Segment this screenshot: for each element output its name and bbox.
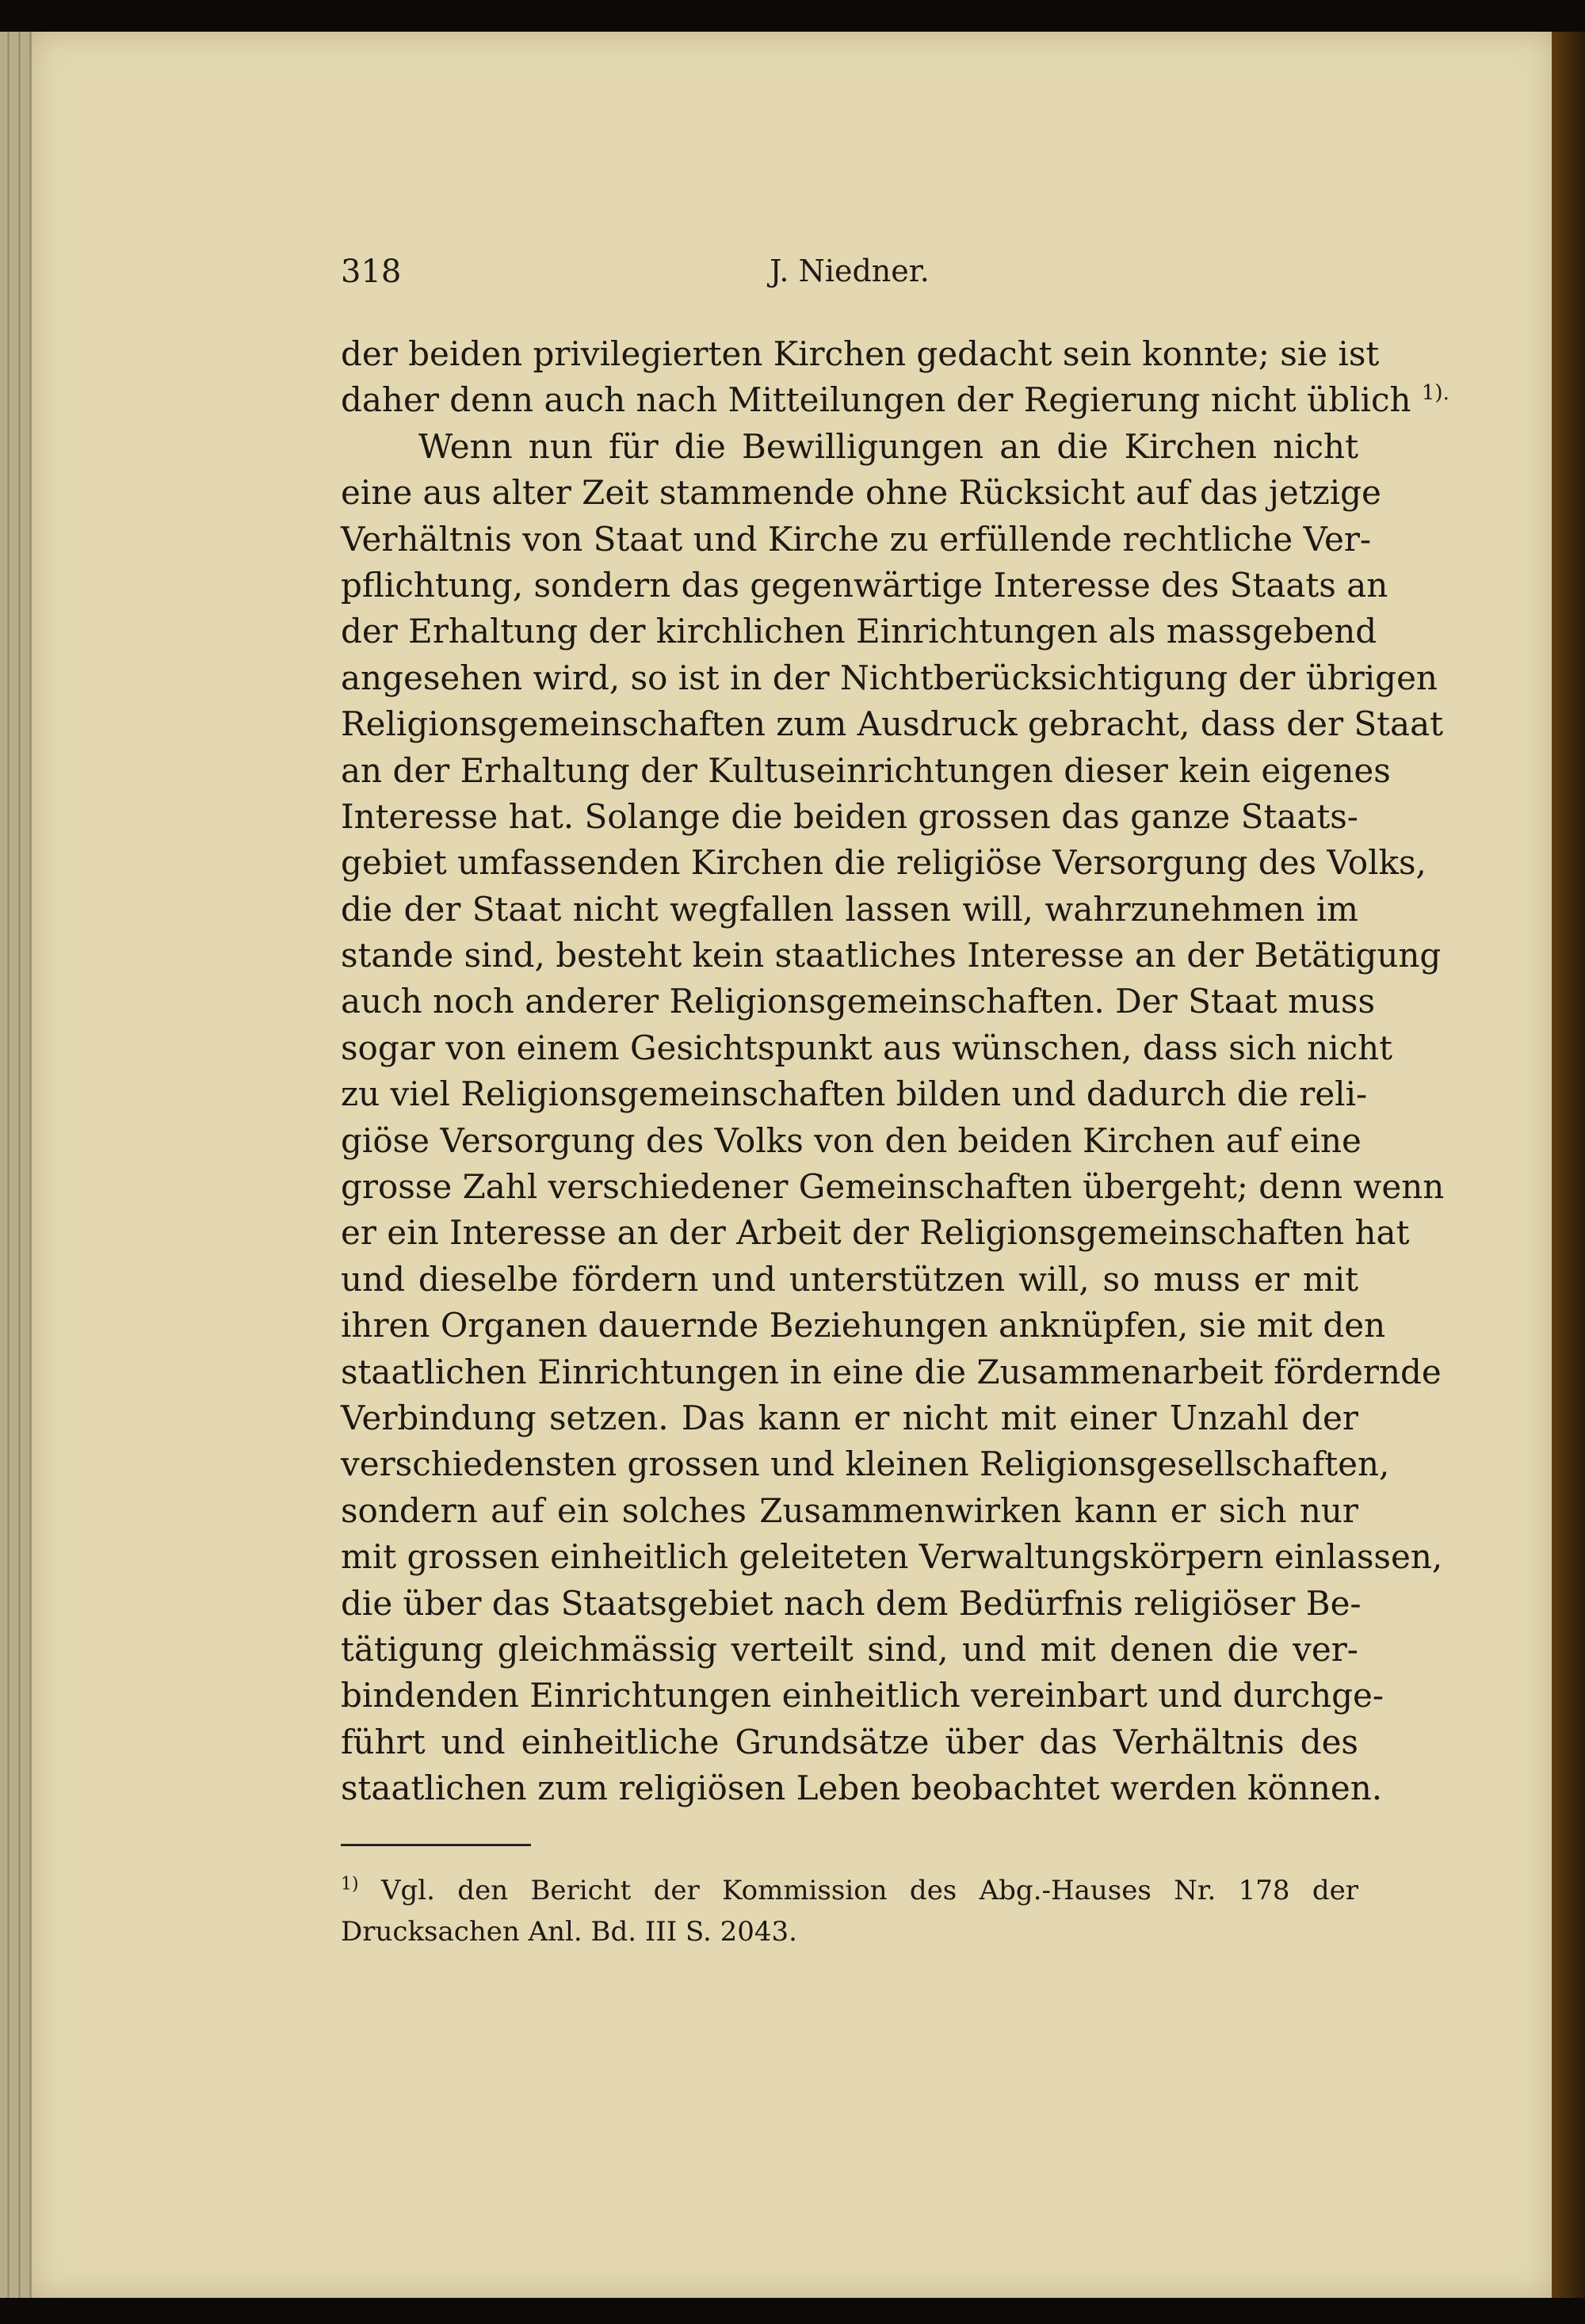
text-line: gebiet umfassenden Kirchen die religiöse Versorgung des Volks, bbox=[341, 843, 1426, 883]
text-line: die über das Staatsgebiet nach dem Bedürfnis religiöser Be- bbox=[341, 1583, 1362, 1623]
footnote-line: $^{1)}$ Vgl. den Bericht der Kommission des Abg.-Hauses Nr. 178 der bbox=[341, 1874, 1358, 1906]
page-number: 318 bbox=[341, 254, 402, 290]
text-line: daher denn auch nach Mitteilungen der Regierung nicht üblich $^{1).}$ bbox=[341, 380, 1449, 420]
book-cover-edge bbox=[1552, 32, 1585, 2298]
text-line: auch noch anderer Religionsgemeinschaften. Der Staat muss bbox=[341, 982, 1376, 1021]
footnote bbox=[341, 1870, 1358, 1952]
footnote-reference: 1). bbox=[1421, 381, 1449, 406]
text-line: stande sind, besteht kein staatliches Interesse an der Betätigung bbox=[341, 936, 1442, 975]
text-line: Religionsgemeinschaften zum Ausdruck gebracht, dass der Staat bbox=[341, 704, 1443, 744]
text-line: sogar von einem Gesichtspunkt aus wünschen, dass sich nicht bbox=[341, 1028, 1393, 1067]
text-line: bindenden Einrichtungen einheitlich vereinbart und durchge- bbox=[341, 1676, 1384, 1715]
text-line: staatlichen zum religiösen Leben beobachtet werden können. bbox=[341, 1769, 1383, 1808]
text-line: verschiedensten grossen und kleinen Religionsgesellschaften, bbox=[341, 1444, 1390, 1484]
text-line: zu viel Religionsgemeinschaften bilden und dadurch die reli- bbox=[341, 1074, 1368, 1114]
text-line: eine aus alter Zeit stammende ohne Rücksicht auf das jetzige bbox=[341, 473, 1381, 513]
text-line: pflichtung, sondern das gegenwärtige Interesse des Staats an bbox=[341, 565, 1388, 605]
text-line: an der Erhaltung der Kultuseinrichtungen dieser kein eigenes bbox=[341, 750, 1391, 790]
text-line: der beiden privilegierten Kirchen gedacht sein konnte; sie ist bbox=[341, 334, 1380, 373]
text-line: tätigung gleichmässig verteilt sind, und mit denen die ver- bbox=[341, 1629, 1358, 1669]
running-title: J. Niedner. bbox=[770, 254, 930, 288]
text-line: führt und einheitliche Grundsätze über das Verhältnis des bbox=[341, 1722, 1358, 1761]
text-line: er ein Interesse an der Arbeit der Religionsgemeinschaften hat bbox=[341, 1213, 1410, 1253]
text-line: Interesse hat. Solange die beiden grossen das ganze Staats- bbox=[341, 796, 1358, 836]
text-line: sondern auf ein solches Zusammenwirken kann er sich nur bbox=[341, 1490, 1358, 1530]
text-line: der Erhaltung der kirchlichen Einrichtungen als massgebend bbox=[341, 612, 1377, 651]
text-line: die der Staat nicht wegfallen lassen will, wahrzunehmen im bbox=[341, 889, 1358, 929]
text-line: und dieselbe fördern und unterstützen will, so muss er mit bbox=[341, 1259, 1358, 1299]
text-line: angesehen wird, so ist in der Nichtberücksichtigung der übrigen bbox=[341, 658, 1438, 697]
text-line: mit grossen einheitlich geleiteten Verwaltungskörpern einlassen, bbox=[341, 1537, 1443, 1577]
text-line: giöse Versorgung des Volks von den beiden Kirchen auf eine bbox=[341, 1120, 1362, 1160]
running-head bbox=[341, 254, 1358, 301]
body-text bbox=[341, 331, 1449, 1812]
text-line: Wenn nun für die Bewilligungen an die Kirchen nicht bbox=[418, 426, 1358, 466]
text-line: grosse Zahl verschiedener Gemeinschaften übergeht; denn wenn bbox=[341, 1167, 1445, 1207]
footnote-line: Drucksachen Anl. Bd. III S. 2043. bbox=[341, 1916, 797, 1948]
text-line: Verbindung setzen. Das kann er nicht mit einer Unzahl der bbox=[341, 1398, 1358, 1437]
text-line: ihren Organen dauernde Beziehungen anknüpfen, sie mit den bbox=[341, 1306, 1386, 1345]
footnote-marker: 1) bbox=[341, 1874, 359, 1895]
footnote-divider bbox=[341, 1844, 531, 1846]
text-line: staatlichen Einrichtungen in eine die Zusammenarbeit fördernde bbox=[341, 1352, 1442, 1391]
text-line: Verhältnis von Staat und Kirche zu erfüllende rechtliche Ver- bbox=[341, 519, 1372, 559]
